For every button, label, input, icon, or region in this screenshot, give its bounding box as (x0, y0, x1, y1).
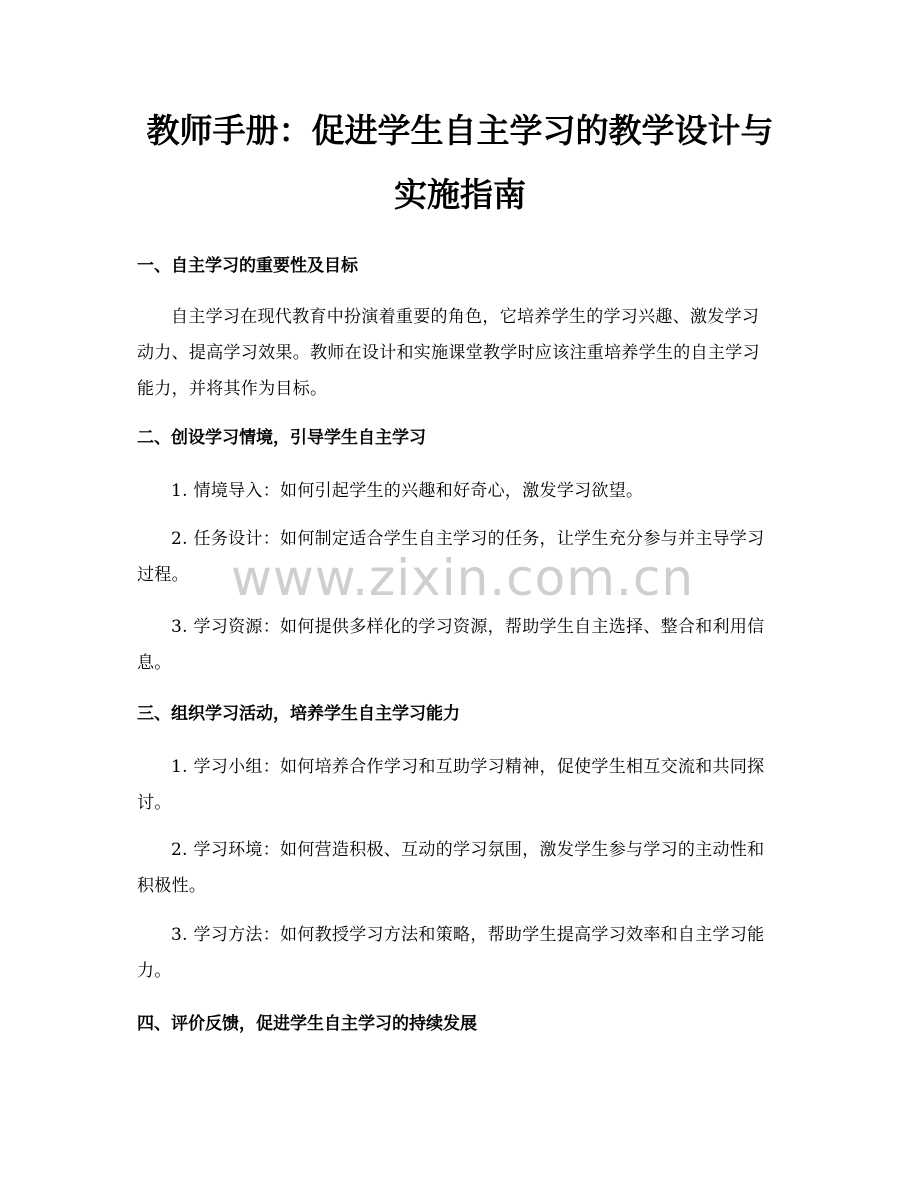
section-2-item-3 (137, 609, 785, 681)
watermark: www.zixin.com.cn (231, 549, 695, 607)
section-2-item-2 (137, 521, 785, 593)
text-line: 自主学习在现代教育中扮演着重要的角色，它培养学生的学习兴趣、激发学习 (171, 307, 760, 327)
section-heading-1: 一、自主学习的重要性及目标 (137, 256, 358, 276)
text-line: 息。 (137, 653, 172, 673)
section-heading-3: 三、组织学习活动，培养学生自主学习能力 (137, 704, 460, 724)
text-line: 3. 学习资源：如何提供多样化的学习资源，帮助学生自主选择、整合和利用信 (171, 617, 765, 637)
section-3-item-2 (137, 832, 785, 904)
text-line: 过程。 (137, 565, 189, 585)
document-title-line-2: 实施指南 (394, 175, 526, 214)
text-line: 3. 学习方法：如何教授学习方法和策略，帮助学生提高学习效率和自主学习能 (171, 925, 765, 945)
section-heading-4: 四、评价反馈，促进学生自主学习的持续发展 (137, 1014, 477, 1034)
text-line: 讨。 (137, 793, 172, 813)
text-line: 力。 (137, 961, 172, 981)
section-2-item-1 (137, 473, 785, 509)
text-line: 能力，并将其作为目标。 (137, 379, 328, 399)
text-line: 积极性。 (137, 876, 207, 896)
section-3-item-3 (137, 917, 785, 989)
text-line: 2. 学习环境：如何营造积极、互动的学习氛围，激发学生参与学习的主动性和 (171, 840, 765, 860)
section-1-paragraph-1 (137, 299, 785, 407)
document-title-line-1: 教师手册：促进学生自主学习的教学设计与 (146, 111, 774, 150)
text-line: 1. 情境导入：如何引起学生的兴趣和好奇心，激发学习欲望。 (171, 481, 644, 501)
text-line: 动力、提高学习效果。教师在设计和实施课堂教学时应该注重培养学生的自主学习 (137, 343, 760, 363)
section-heading-2: 二、创设学习情境，引导学生自主学习 (137, 428, 426, 448)
text-line: 1. 学习小组：如何培养合作学习和互助学习精神，促使学生相互交流和共同探 (171, 757, 765, 777)
text-line: 2. 任务设计：如何制定适合学生自主学习的任务，让学生充分参与并主导学习 (171, 529, 765, 549)
section-3-item-1 (137, 749, 785, 821)
